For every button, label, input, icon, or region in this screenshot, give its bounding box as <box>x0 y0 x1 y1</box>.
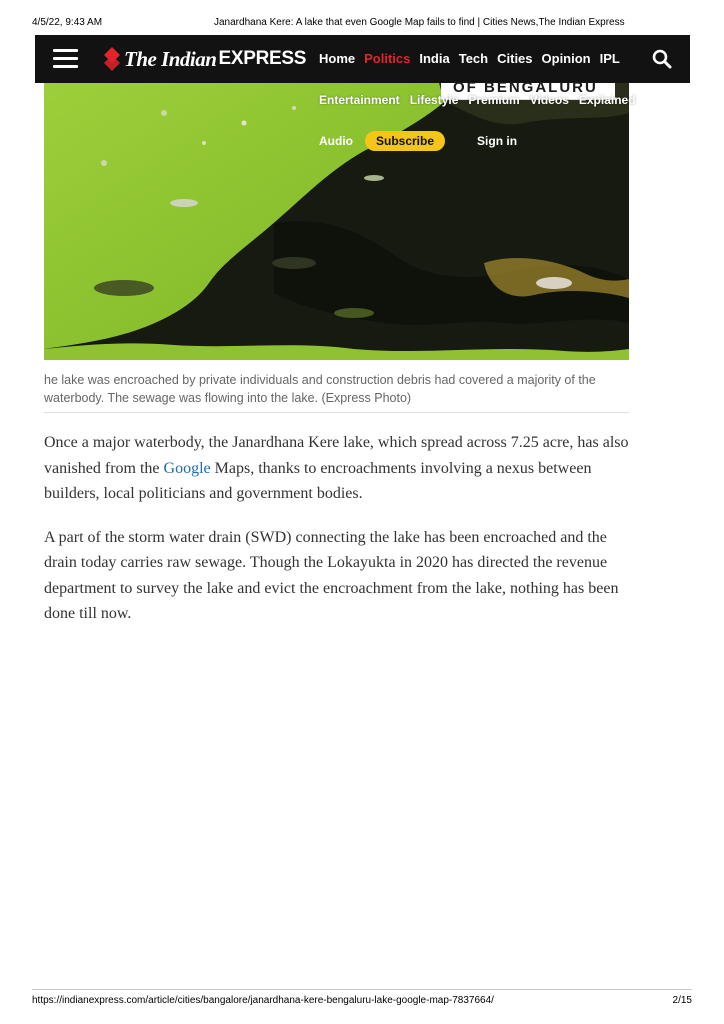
print-footer-divider <box>32 989 692 990</box>
nav-ipl[interactable]: IPL <box>599 51 620 66</box>
account-bar <box>319 131 517 151</box>
image-caption: he lake was encroached by private individuals and construction debris had covered a majority of the waterbody. The sewage was flowing into the lake. (Express Photo) <box>44 371 629 413</box>
hero-sign-text: OF BENGALURU <box>453 79 598 96</box>
nav-india[interactable]: India <box>419 51 450 66</box>
article-body <box>44 430 636 645</box>
print-page-title: Janardhana Kere: A lake that even Google Map fails to find | Cities News,The Indian Express <box>214 17 625 28</box>
nav-home[interactable]: Home <box>319 51 356 66</box>
nav-lifestyle[interactable]: Lifestyle <box>409 93 459 107</box>
nav-cities[interactable]: Cities <box>497 51 533 66</box>
print-url: https://indianexpress.com/article/cities/bangalore/janardhana-kere-bengaluru-lake-google-map-7837664/ <box>32 995 494 1006</box>
nav-opinion[interactable]: Opinion <box>541 51 591 66</box>
search-icon[interactable] <box>652 49 672 69</box>
logo-the: The Indian <box>124 46 217 71</box>
article-paragraph: A part of the storm water drain (SWD) connecting the lake has been encroached and the drain today carries raw sewage. Though the Lokayukta in 2020 has directed the revenue department to survey the lake and evict the encroachment from the lake, nothing has been done till now. <box>44 528 619 622</box>
p1-text-before: Once a major waterbody, the Janardhana Kere lake, which spread across 7.25 acre, has also vanished from the <box>44 434 629 477</box>
subscribe-button[interactable]: Subscribe <box>365 131 445 151</box>
print-datetime: 4/5/22, 9:43 AM <box>32 17 103 28</box>
logo-express: EXPRESS <box>218 48 307 69</box>
hero-image <box>44 83 629 360</box>
nav-audio[interactable]: Audio <box>319 134 353 148</box>
site-header <box>35 35 690 83</box>
nav-tech[interactable]: Tech <box>458 51 489 66</box>
print-header <box>32 17 692 31</box>
signin-link[interactable]: Sign in <box>477 134 518 148</box>
nav-videos[interactable]: Videos <box>529 93 569 107</box>
nav-explained[interactable]: Explained <box>578 93 636 107</box>
lake-photo <box>44 83 629 360</box>
google-link[interactable]: Google <box>163 459 211 477</box>
nav-entertainment[interactable]: Entertainment <box>319 93 400 107</box>
p1-text-after: Maps, thanks to encroachments involving a nexus between builders, local politicians and government bodies. <box>44 459 592 502</box>
sub-nav <box>319 93 636 107</box>
hamburger-icon[interactable] <box>53 49 78 69</box>
article-paragraph <box>44 430 636 507</box>
print-page-number: 2/15 <box>672 995 692 1006</box>
main-nav <box>319 51 620 66</box>
nav-premium[interactable]: Premium <box>468 93 520 107</box>
nav-politics[interactable]: Politics <box>364 51 411 66</box>
site-logo[interactable] <box>103 45 306 73</box>
indian-express-logo <box>103 47 121 71</box>
